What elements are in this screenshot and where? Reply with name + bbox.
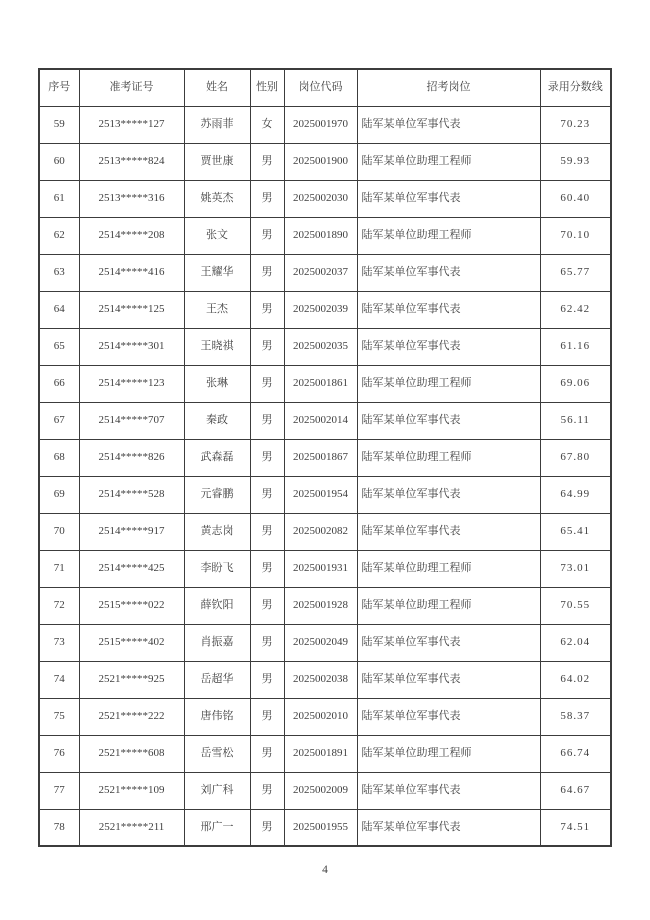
cell-name: 张文 <box>184 217 250 254</box>
table-row <box>39 217 611 254</box>
cell-seq: 70 <box>39 513 79 550</box>
cell-name: 岳雪松 <box>184 735 250 772</box>
cell-code: 2025002037 <box>284 254 357 291</box>
column-header-score: 录用分数线 <box>540 69 611 106</box>
table-row <box>39 402 611 439</box>
cell-score: 70.10 <box>540 217 611 254</box>
cell-seq: 65 <box>39 328 79 365</box>
cell-name: 元睿鹏 <box>184 476 250 513</box>
cell-position: 陆军某单位军事代表 <box>357 624 540 661</box>
cell-seq: 66 <box>39 365 79 402</box>
cell-name: 张琳 <box>184 365 250 402</box>
cell-ticket: 2515*****022 <box>79 587 184 624</box>
cell-gender: 男 <box>250 476 284 513</box>
cell-gender: 男 <box>250 587 284 624</box>
cell-ticket: 2521*****608 <box>79 735 184 772</box>
cell-position: 陆军某单位军事代表 <box>357 180 540 217</box>
cell-code: 2025002010 <box>284 698 357 735</box>
cell-score: 62.42 <box>540 291 611 328</box>
cell-gender: 男 <box>250 550 284 587</box>
table-row <box>39 106 611 143</box>
cell-ticket: 2513*****824 <box>79 143 184 180</box>
cell-gender: 男 <box>250 328 284 365</box>
cell-score: 64.02 <box>540 661 611 698</box>
cell-gender: 男 <box>250 809 284 846</box>
cell-score: 65.77 <box>540 254 611 291</box>
cell-name: 刘广科 <box>184 772 250 809</box>
table-row <box>39 513 611 550</box>
cell-code: 2025001891 <box>284 735 357 772</box>
column-header-position: 招考岗位 <box>357 69 540 106</box>
cell-code: 2025001861 <box>284 365 357 402</box>
cell-ticket: 2514*****528 <box>79 476 184 513</box>
cell-position: 陆军某单位军事代表 <box>357 106 540 143</box>
cell-name: 姚英杰 <box>184 180 250 217</box>
table-row <box>39 624 611 661</box>
cell-code: 2025001928 <box>284 587 357 624</box>
cell-ticket: 2514*****208 <box>79 217 184 254</box>
table-row <box>39 661 611 698</box>
cell-score: 69.06 <box>540 365 611 402</box>
cell-seq: 74 <box>39 661 79 698</box>
cell-name: 贾世康 <box>184 143 250 180</box>
cell-gender: 男 <box>250 217 284 254</box>
cell-gender: 男 <box>250 402 284 439</box>
cell-position: 陆军某单位军事代表 <box>357 476 540 513</box>
cell-name: 肖振嘉 <box>184 624 250 661</box>
cell-ticket: 2514*****301 <box>79 328 184 365</box>
table-row <box>39 476 611 513</box>
cell-ticket: 2514*****707 <box>79 402 184 439</box>
table-row <box>39 143 611 180</box>
cell-gender: 男 <box>250 180 284 217</box>
cell-seq: 62 <box>39 217 79 254</box>
cell-name: 王杰 <box>184 291 250 328</box>
column-header-seq: 序号 <box>39 69 79 106</box>
page-number: 4 <box>322 864 328 876</box>
cell-seq: 75 <box>39 698 79 735</box>
cell-seq: 68 <box>39 439 79 476</box>
cell-gender: 男 <box>250 143 284 180</box>
cell-code: 2025002014 <box>284 402 357 439</box>
table-row <box>39 328 611 365</box>
cell-score: 65.41 <box>540 513 611 550</box>
cell-seq: 59 <box>39 106 79 143</box>
column-header-ticket: 准考证号 <box>79 69 184 106</box>
column-header-code: 岗位代码 <box>284 69 357 106</box>
cell-code: 2025002009 <box>284 772 357 809</box>
header-row <box>39 69 611 106</box>
table-row <box>39 365 611 402</box>
cell-code: 2025001955 <box>284 809 357 846</box>
cell-seq: 76 <box>39 735 79 772</box>
cell-gender: 男 <box>250 735 284 772</box>
cell-ticket: 2514*****416 <box>79 254 184 291</box>
table-row <box>39 254 611 291</box>
cell-position: 陆军某单位助理工程师 <box>357 365 540 402</box>
cell-code: 2025002049 <box>284 624 357 661</box>
cell-seq: 60 <box>39 143 79 180</box>
table-row <box>39 180 611 217</box>
cell-code: 2025002039 <box>284 291 357 328</box>
cell-gender: 男 <box>250 439 284 476</box>
cell-gender: 男 <box>250 661 284 698</box>
cell-seq: 71 <box>39 550 79 587</box>
cell-name: 王晓祺 <box>184 328 250 365</box>
cell-score: 73.01 <box>540 550 611 587</box>
cell-position: 陆军某单位助理工程师 <box>357 217 540 254</box>
cell-ticket: 2515*****402 <box>79 624 184 661</box>
table-row <box>39 735 611 772</box>
cell-score: 67.80 <box>540 439 611 476</box>
cell-position: 陆军某单位军事代表 <box>357 254 540 291</box>
table-row <box>39 291 611 328</box>
cell-seq: 73 <box>39 624 79 661</box>
cell-position: 陆军某单位助理工程师 <box>357 439 540 476</box>
cell-ticket: 2521*****222 <box>79 698 184 735</box>
cell-name: 王耀华 <box>184 254 250 291</box>
cell-ticket: 2514*****125 <box>79 291 184 328</box>
cell-ticket: 2521*****925 <box>79 661 184 698</box>
cell-score: 74.51 <box>540 809 611 846</box>
cell-name: 岳超华 <box>184 661 250 698</box>
cell-position: 陆军某单位军事代表 <box>357 661 540 698</box>
score-table <box>38 68 612 847</box>
cell-code: 2025001890 <box>284 217 357 254</box>
cell-gender: 男 <box>250 365 284 402</box>
cell-code: 2025002082 <box>284 513 357 550</box>
cell-position: 陆军某单位助理工程师 <box>357 587 540 624</box>
cell-name: 薛钦阳 <box>184 587 250 624</box>
cell-gender: 男 <box>250 513 284 550</box>
cell-score: 56.11 <box>540 402 611 439</box>
table-body <box>39 106 611 846</box>
cell-score: 58.37 <box>540 698 611 735</box>
cell-seq: 61 <box>39 180 79 217</box>
cell-position: 陆军某单位军事代表 <box>357 809 540 846</box>
table-row <box>39 439 611 476</box>
cell-code: 2025001867 <box>284 439 357 476</box>
cell-ticket: 2514*****826 <box>79 439 184 476</box>
cell-score: 61.16 <box>540 328 611 365</box>
table-row <box>39 809 611 846</box>
cell-score: 70.23 <box>540 106 611 143</box>
cell-score: 70.55 <box>540 587 611 624</box>
cell-name: 秦政 <box>184 402 250 439</box>
cell-seq: 64 <box>39 291 79 328</box>
column-header-name: 姓名 <box>184 69 250 106</box>
cell-gender: 女 <box>250 106 284 143</box>
cell-position: 陆军某单位军事代表 <box>357 402 540 439</box>
cell-name: 邢广一 <box>184 809 250 846</box>
cell-gender: 男 <box>250 624 284 661</box>
cell-score: 60.40 <box>540 180 611 217</box>
cell-gender: 男 <box>250 698 284 735</box>
cell-position: 陆军某单位助理工程师 <box>357 550 540 587</box>
cell-code: 2025001900 <box>284 143 357 180</box>
cell-gender: 男 <box>250 254 284 291</box>
cell-position: 陆军某单位军事代表 <box>357 328 540 365</box>
cell-score: 59.93 <box>540 143 611 180</box>
cell-ticket: 2521*****109 <box>79 772 184 809</box>
cell-position: 陆军某单位军事代表 <box>357 513 540 550</box>
cell-seq: 78 <box>39 809 79 846</box>
cell-seq: 77 <box>39 772 79 809</box>
cell-seq: 63 <box>39 254 79 291</box>
cell-position: 陆军某单位军事代表 <box>357 698 540 735</box>
cell-code: 2025001931 <box>284 550 357 587</box>
table-row <box>39 772 611 809</box>
cell-code: 2025002038 <box>284 661 357 698</box>
cell-ticket: 2514*****917 <box>79 513 184 550</box>
cell-seq: 72 <box>39 587 79 624</box>
cell-name: 李盼飞 <box>184 550 250 587</box>
table-row <box>39 587 611 624</box>
cell-gender: 男 <box>250 291 284 328</box>
cell-name: 武森磊 <box>184 439 250 476</box>
column-header-gender: 性别 <box>250 69 284 106</box>
cell-code: 2025002030 <box>284 180 357 217</box>
cell-seq: 69 <box>39 476 79 513</box>
cell-name: 苏雨菲 <box>184 106 250 143</box>
table-row <box>39 550 611 587</box>
cell-ticket: 2514*****425 <box>79 550 184 587</box>
cell-ticket: 2513*****127 <box>79 106 184 143</box>
cell-ticket: 2521*****211 <box>79 809 184 846</box>
cell-score: 64.99 <box>540 476 611 513</box>
cell-name: 唐伟铭 <box>184 698 250 735</box>
cell-code: 2025002035 <box>284 328 357 365</box>
cell-code: 2025001954 <box>284 476 357 513</box>
cell-position: 陆军某单位军事代表 <box>357 291 540 328</box>
cell-ticket: 2514*****123 <box>79 365 184 402</box>
cell-position: 陆军某单位助理工程师 <box>357 735 540 772</box>
table-row <box>39 698 611 735</box>
cell-name: 黄志岗 <box>184 513 250 550</box>
cell-position: 陆军某单位助理工程师 <box>357 143 540 180</box>
cell-score: 64.67 <box>540 772 611 809</box>
cell-code: 2025001970 <box>284 106 357 143</box>
cell-gender: 男 <box>250 772 284 809</box>
cell-score: 62.04 <box>540 624 611 661</box>
cell-ticket: 2513*****316 <box>79 180 184 217</box>
cell-seq: 67 <box>39 402 79 439</box>
cell-score: 66.74 <box>540 735 611 772</box>
cell-position: 陆军某单位军事代表 <box>357 772 540 809</box>
